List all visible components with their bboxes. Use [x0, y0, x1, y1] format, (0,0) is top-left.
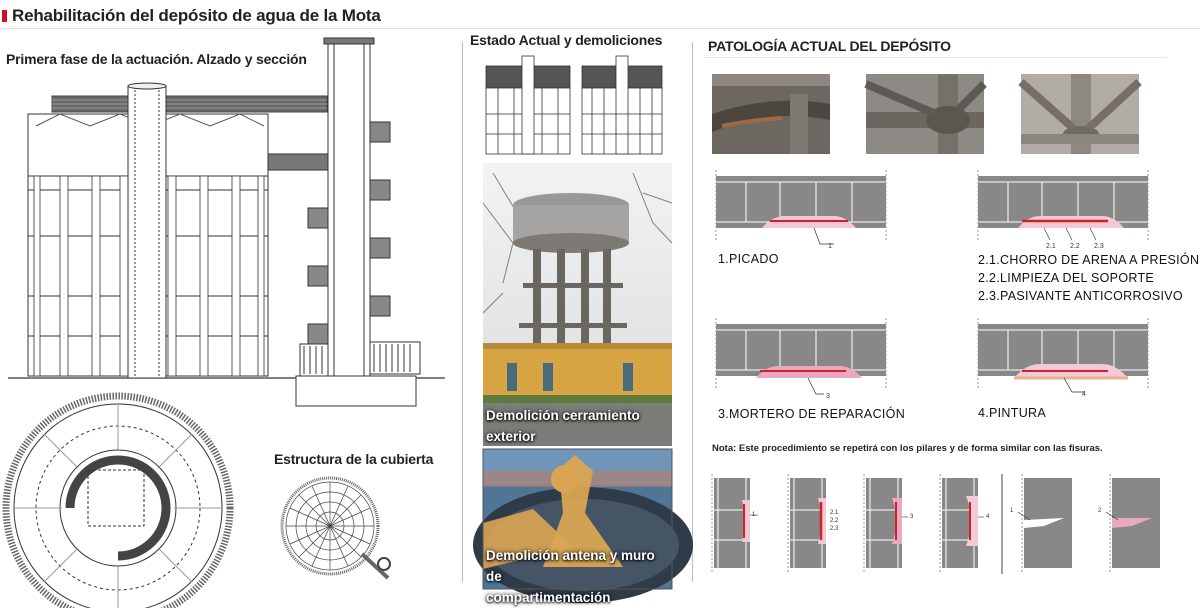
pillar-crack-diagrams: [704, 470, 1174, 580]
photo-antenna-demolition: [483, 449, 672, 605]
pathology-photo-1: [712, 74, 830, 154]
divider-right: [692, 42, 693, 582]
pillar-callout-2-2: 2.2: [830, 518, 839, 524]
callout-4: 4: [1082, 391, 1086, 398]
current-state-elevations: [484, 54, 670, 158]
pathology-title-rule: [704, 57, 1166, 58]
roof-structure-title: Estructura de la cubierta: [274, 451, 434, 467]
step-limpieza: 2.2.LIMPIEZA DEL SOPORTE: [978, 271, 1155, 285]
pillar-callout-1: 1: [752, 512, 756, 518]
elevation-drawing: [0, 30, 460, 600]
pillar-callout-3: 3: [910, 514, 914, 520]
pillar-diagram-3: [864, 474, 914, 574]
stair-tower: [268, 38, 420, 406]
pillar-diagram-1: [712, 474, 758, 574]
roof-structure-drawing: [282, 478, 390, 578]
current-state-title: Estado Actual y demoliciones: [470, 32, 663, 48]
crack-callout-2: 2: [1098, 508, 1102, 514]
procedure-note: Nota: Este procedimiento se repetirá con los pilares y de forma similar con las fisuras.: [712, 443, 1103, 454]
callout-1: 1: [828, 243, 832, 250]
step-mortero: 3.MORTERO DE REPARACIÓN: [718, 407, 906, 421]
photo-exterior-demolition: [483, 163, 672, 446]
beam-diagram-4: [974, 316, 1156, 404]
stair-plan-drawing: [6, 396, 230, 608]
callout-3: 3: [826, 393, 830, 400]
pillar-diagram-2: [788, 474, 839, 574]
pathology-photo-2: [866, 74, 984, 154]
beam-diagram-1: [712, 168, 894, 256]
beam-diagram-3: [712, 316, 894, 404]
step-pintura: 4.PINTURA: [978, 406, 1046, 420]
callout-2-2: 2.2: [1070, 243, 1080, 250]
central-shaft: [128, 83, 166, 378]
pathology-title: PATOLOGÍA ACTUAL DEL DEPÓSITO: [708, 38, 951, 54]
divider-left: [462, 42, 463, 582]
elevation-section-title: Primera fase de la actuación. Alzado y sección: [6, 51, 307, 67]
beam-diagram-2: [974, 168, 1156, 256]
crack-diagram-1: [1010, 474, 1072, 574]
callout-2-1: 2.1: [1046, 243, 1056, 250]
pathology-photo-3: [1021, 74, 1139, 154]
crack-diagram-2: [1098, 474, 1160, 574]
title-accent-bar: [2, 10, 7, 22]
photo2-caption-line2: compartimentación: [486, 590, 611, 605]
pillar-diagram-4: [940, 474, 990, 574]
callout-2-3: 2.3: [1094, 243, 1104, 250]
photo1-caption-line2: exterior: [486, 429, 536, 444]
pillar-callout-2-1: 2.1: [830, 510, 839, 516]
crack-callout-1: 1: [1010, 508, 1014, 514]
pillar-callout-4: 4: [986, 514, 990, 520]
pillar-callout-2-3: 2.3: [830, 526, 839, 532]
step-pasivante: 2.3.PASIVANTE ANTICORROSIVO: [978, 289, 1183, 303]
photo1-caption-line1: Demolición cerramiento: [486, 408, 640, 423]
photo2-caption-line1: Demolición antena y muro de: [486, 548, 655, 584]
header-divider: [0, 28, 1200, 29]
step-chorro-arena: 2.1.CHORRO DE ARENA A PRESIÓN: [978, 253, 1200, 267]
step-picado: 1.PICADO: [718, 252, 779, 266]
tank-elevation: [28, 96, 327, 376]
water-tower-photo: [483, 163, 672, 446]
page-title: Rehabilitación del depósito de agua de la Mota: [12, 6, 381, 25]
